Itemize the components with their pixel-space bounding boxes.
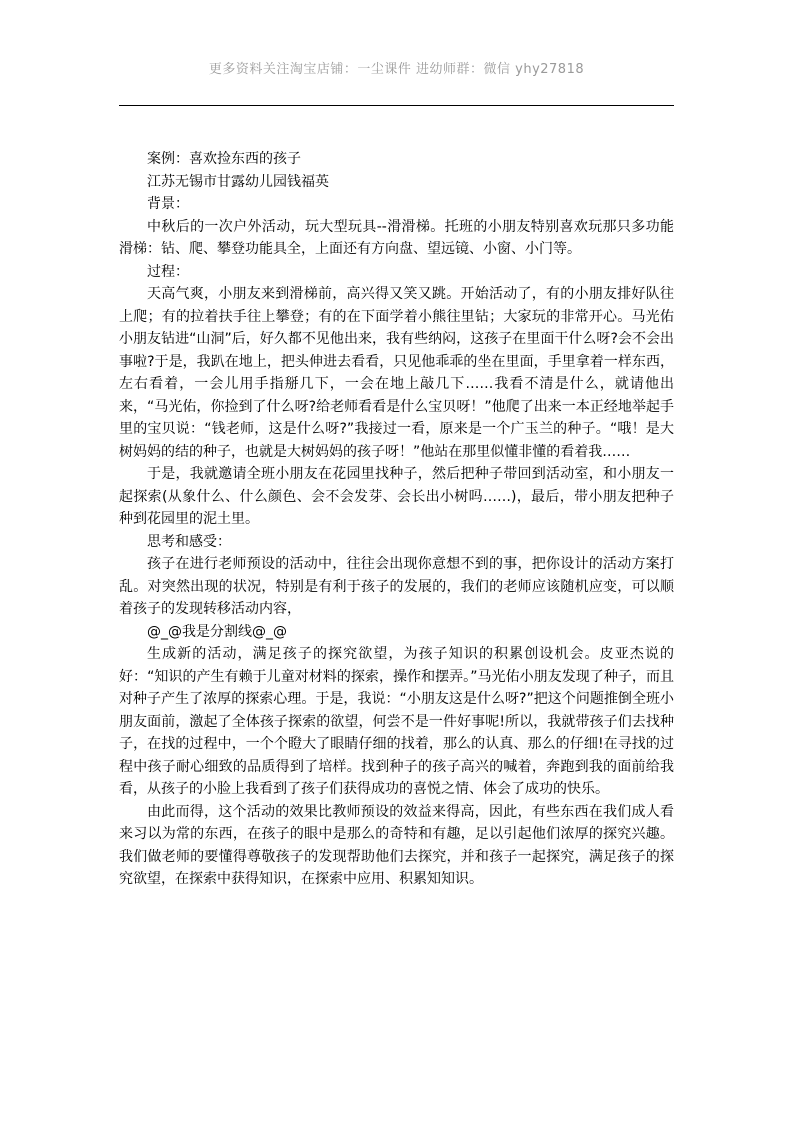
document-body <box>119 148 674 891</box>
document-title: 案例：喜欢捡东西的孩子 <box>147 151 301 167</box>
paragraph-reflection-1: 孩子在进行老师预设的活动中，往往会出现你意想不到的事，把你设计的活动方案打乱。对突然出现的状况，特别是有利于孩子的发展的，我们的老师应该随机应变，可以顺着孩子的发现转移活动内容， <box>119 556 674 617</box>
header-divider-line <box>119 105 674 106</box>
section-heading-background: 背景： <box>147 196 189 212</box>
separator-text: @_@我是分割线@_@ <box>147 623 287 640</box>
section-heading-process: 过程： <box>147 263 189 280</box>
section-heading-reflection: 思考和感受： <box>147 533 231 550</box>
paragraph-process-1: 天高气爽，小朋友来到滑梯前，高兴得又笑又跳。开始活动了，有的小朋友排好队往上爬；有的拉着扶手往上攀登；有的在下面学着小熊往里钻；大家玩的非常开心。马光佑小朋友钻进“山洞”后，好久都不见他出来，我有些纳闷，这孩子在里面干什么呀?会不会出事啦?于是，我趴在地上，把头伸进去看看，只见他乖乖的坐在里面，手里拿着一样东西，左右看着，一会儿用手指掰几下，一会在地上敲几下……我看不清是什么，就请他出来，“马光佑，你捡到了什么呀?给老师看看是什么宝贝呀！”他爬了出来一本正经地举起手里的宝贝说：“钱老师，这是什么呀?”我接过一看，原来是一个广玉兰的种子。“哦！是大树妈妈的结的种子，也就是大树妈妈的孩子呀！”他站在那里似懂非懂的看着我…… <box>119 286 674 460</box>
paragraph-process-2: 于是，我就邀请全班小朋友在花园里找种子，然后把种子带回到活动室，和小朋友一起探索(从象什么、什么颜色、会不会发芽、会长出小树吗……)，最后，带小朋友把种子种到花园里的泥土里。 <box>119 466 674 527</box>
paragraph-background: 中秋后的一次户外活动，玩大型玩具--滑滑梯。托班的小朋友特别喜欢玩那只多功能滑梯：钻、爬、攀登功能具全，上面还有方向盘、望远镜、小窗、小门等。 <box>119 218 674 257</box>
paragraph-reflection-2: 生成新的活动，满足孩子的探究欲望，为孩子知识的积累创设机会。皮亚杰说的好：“知识的产生有赖于儿童对材料的探索，操作和摆弄。”马光佑小朋友发现了种子，而且对种子产生了浓厚的探索心理。于是，我说：“小朋友这是什么呀?”把这个问题推倒全班小朋友面前，激起了全体孩子探索的欲望，何尝不是一件好事呢!所以，我就带孩子们去找种子，在找的过程中，一个个瞪大了眼睛仔细的找着，那么的认真、那么的仔细!在寻找的过程中孩子耐心细致的品质得到了培样。找到种子的孩子高兴的喊着，奔跑到我的面前给我看，从孩子的小脸上我看到了孩子们获得成功的喜悦之情、体会了成功的快乐。 <box>119 646 674 797</box>
document-author: 江苏无锡市甘露幼儿园钱福英 <box>147 173 329 190</box>
paragraph-reflection-3: 由此而得，这个活动的效果比教师预设的效益来得高，因此，有些东西在我们成人看来习以为常的东西，在孩子的眼中是那么的奇特和有趣，足以引起他们浓厚的探究兴趣。我们做老师的要懂得尊敬孩子的发现帮助他们去探究，并和孩子一起探究，满足孩子的探究欲望，在探索中获得知识，在探索中应用、积累知知识。 <box>119 803 674 887</box>
page-header-watermark: 更多资料关注淘宝店铺：一尘课件 进幼师群：微信 yhy27818 <box>208 62 585 77</box>
